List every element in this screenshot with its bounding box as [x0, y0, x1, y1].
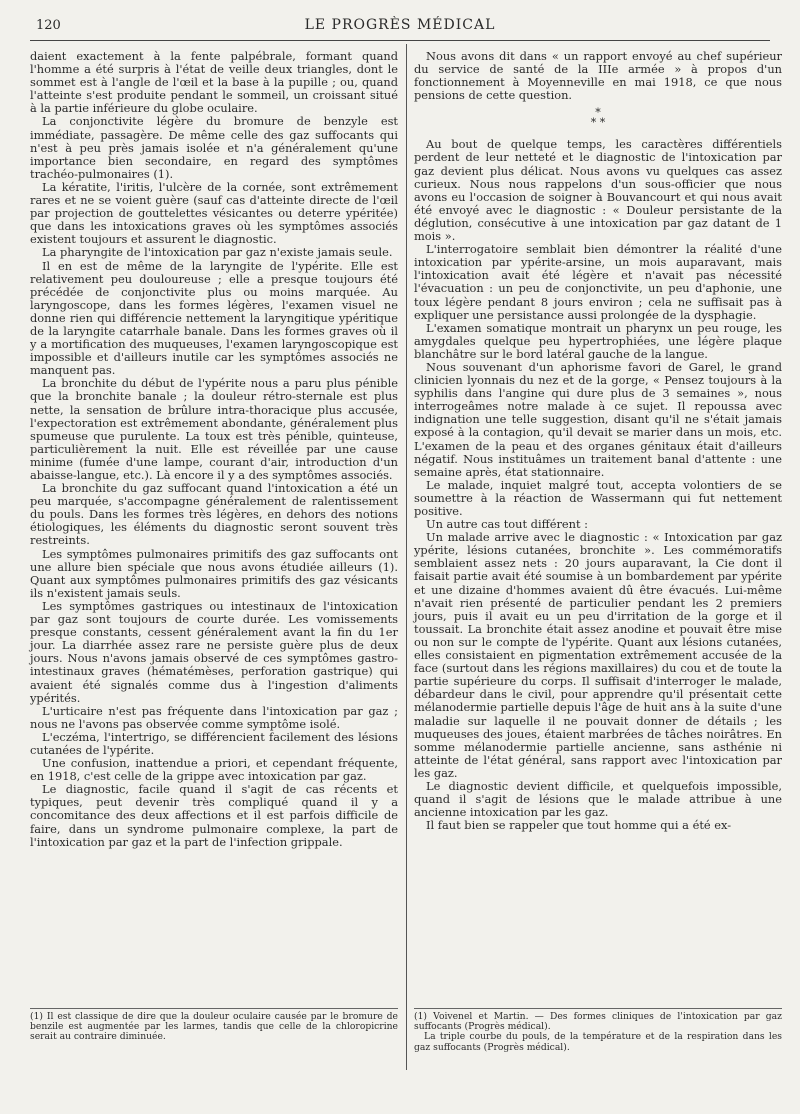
- paragraph: Un malade arrive avec le diagnostic : « Intoxication par gaz ypérite, lésions cutanées, bronchite ». Les commémoratifs semblaient assez nets : 20 jours auparavant, la Cie dont il faisait partie avait été soumise à un bombardement par ypérite et une dizaine d'hommes avaient dû être évacués. Lui-même n'avait rien présenté de particulier pendant les 2 premiers jours, puis il avait eu un peu d'irritation de la gorge et il toussait. La bronchite était assez anodine et pouvait être mise ou non sur le compte de l'ypérite. Quant aux lésions cutanées, elles consistaient en pigmentation extrêmement accusée de la face (surtout dans les régions maxillaires) du cou et de toute la partie supérieure du corps. Il suffisait d'interroger le malade, débardeur dans le civil, pour apprendre qu'il présentait cette mélanodermie partielle depuis l'âge de huit ans à la suite d'une maladie sur laquelle il ne pouvait donner de détails ; les muqueuses des joues, étaient marbrées de tâches noirâtres. En somme mélanodermie partielle ancienne, sans asthénie ni atteinte de l'état général, sans rapport avec l'intoxication par les gaz.: [414, 530, 782, 780]
- paragraph: La pharyngite de l'intoxication par gaz n'existe jamais seule.: [42, 245, 393, 260]
- paragraph: La bronchite du gaz suffocant quand l'intoxication a été un peu marquée, s'accompagne généralement de ralentissement du pouls. Dans les formes très légères, en dehors des notions étiologiques, les éléments du diagnostic seront souvent très restreints.: [30, 481, 398, 548]
- paragraph: Le diagnostic, facile quand il s'agit de cas récents et typiques, peut devenir très compliqué quand il y a concomitance des deux affections et il est parfois difficile de faire, dans un syndrome pulmonaire complexe, la part de l'intoxication par gaz et la part de l'infection grippale.: [30, 782, 398, 849]
- page-header: [30, 14, 770, 36]
- paragraph: L'eczéma, l'intertrigo, se différencient facilement des lésions cutanées de l'ypérite.: [30, 729, 398, 757]
- paragraph: La kératite, l'iritis, l'ulcère de la cornée, sont extrêmement rares et ne se voient guère (sauf cas d'atteinte directe de l'œil par projection de gouttelettes vésicantes ou deterre ypéritée) que dans les intoxications graves où les symptômes associés existent toujours et assurent le diagnostic.: [30, 179, 398, 247]
- paragraph: Une confusion, inattendue a priori, et cependant fréquente, en 1918, c'est celle de la grippe avec intoxication par gaz.: [30, 756, 398, 784]
- paragraph: L'interrogatoire semblait bien démontrer la réalité d'une intoxication par ypérite-arsine, un mois auparavant, mais l'intoxication avait été légère et n'avait pas nécessité l'évacuation : un peu de conjonctivite, un peu d'aphonie, une toux légère pendant 8 jours environ ; cela ne suffisait pas à expliquer une persistance aussi prolongée de la dysphagie.: [414, 242, 782, 322]
- footnote: (1) Voivenel et Martin. — Des formes cliniques de l'intoxication par gaz suffocants (Progrès médical).: [414, 1011, 782, 1033]
- paragraph: Nous souvenant d'un aphorisme favori de Garel, le grand clinicien lyonnais du nez et de la gorge, « Pensez toujours à la syphilis dans l'angine qui dure plus de 3 semaines », nous interrogeâmes notre malade à ce sujet. Il repoussa avec indignation une telle suggestion, disant qu'il ne s'était jamais exposé à la contagion, qu'il devait se marier dans un mois, etc. L'examen de la peau et des organes génitaux était d'ailleurs négatif. Nous instituâmes un traitement banal d'attente : une semaine après, état stationnaire.: [414, 359, 782, 479]
- header-rule: [30, 40, 770, 41]
- footnote: (1) Il est classique de dire que la douleur oculaire causée par le bromure de benzile est augmentée par les larmes, tandis que celle de la chloropicrine serait au contraire diminuée.: [30, 1011, 398, 1043]
- paragraph: La bronchite du début de l'ypérite nous a paru plus pénible que la bronchite banale ; la douleur rétro-sternale est plus nette, la sensation de brûlure intra-thoracique plus accusée, l'expectoration est extrêmement abondante, généralement plus spumeuse que purulente. La toux est très pénible, quinteuse, particulièrement la nuit. Elle est réveillée par une cause minime (fumée d'une lampe, courant d'air, introduction d'un abaisse-langue, etc.). Là encore il y a des symptômes associés.: [30, 376, 398, 482]
- right-column: [414, 50, 782, 832]
- left-column: [30, 50, 398, 849]
- separator-asterisks-bottom: * *: [590, 116, 606, 130]
- separator-asterisk-top: *: [595, 106, 601, 120]
- footnote: La triple courbe du pouls, de la température et de la respiration dans les gaz suffocants (Progrès médical).: [414, 1031, 782, 1053]
- paragraph: Nous avons dit dans « un rapport envoyé au chef supérieur du service de santé de la IIIe armée » à propos d'un fonctionnement à Moyenneville en mai 1918, ce que nous pensions de cette question.: [414, 49, 782, 103]
- footnotes-right: [414, 1012, 782, 1053]
- paragraph: Les symptômes gastriques ou intestinaux de l'intoxication par gaz sont toujours de courte durée. Les vomissements presque constants, cessent généralement avant la fin du 1er jour. La diarrhée assez rare ne persiste guère plus de deux jours. Nous n'avons jamais observé de ces symptômes gastro-intestinaux graves (hématémèses, perforation gastrique) qui avaient été signalés comme dus à l'ingestion d'aliments ypérités.: [30, 598, 398, 705]
- paragraph: daient exactement à la fente palpébrale, formant quand l'homme a été surpris à l'état de veille deux triangles, dont le sommet est à l'angle de l'œil et la base à la pupille ; ou, quand l'atteinte s'est produite pendant le sommeil, un croissant situé à la partie inférieure du globe oculaire.: [30, 49, 398, 116]
- column-divider: [406, 44, 407, 1070]
- section-separator: [414, 108, 782, 128]
- running-title: LE PROGRÈS MÉDICAL: [304, 17, 496, 33]
- paragraph: Il faut bien se rappeler que tout homme qui a été ex-: [426, 818, 732, 833]
- paragraph: Au bout de quelque temps, les caractères différentiels perdent de leur netteté et le diagnostic de l'intoxication par gaz devient plus délicat. Nous avons vu quelques cas assez curieux. Nous nous rappelons d'un sous-officier que nous avons eu l'occasion de soigner à Bouvancourt et qui nous avait été envoyé avec le diagnostic : « Douleur persistante de la déglution, consécutive à une intoxication par gaz datant de 1 mois ».: [414, 137, 782, 244]
- paragraph: Le malade, inquiet malgré tout, accepta volontiers de se soumettre à la réaction de Wassermann qui fut nettement positive.: [414, 477, 782, 518]
- footnote-rule-left: [30, 1008, 398, 1009]
- paragraph: La conjonctivite légère du bromure de benzyle est immédiate, passagère. De même celle des gaz suffocants qui n'est à peu près jamais isolée et n'a généralement qu'une importance bien secondaire, en regard des symptômes trachéo-pulmonaires (1).: [30, 114, 398, 181]
- paragraph: Il en est de même de la laryngite de l'ypérite. Elle est relativement peu douloureuse ; elle a presque toujours été précédée de conjonctivite plus ou moins marquée. Au laryngoscope, dans les formes légères, l'examen visuel ne donne rien qui différencie nettement la laryngitique ypéritique de la laryngite catarrhale banale. Dans les formes graves où il y a mortification des muqueuses, l'examen laryngoscopique est impossible et d'ailleurs inutile car les symptômes associés ne manquent pas.: [30, 258, 398, 378]
- paragraph: L'examen somatique montrait un pharynx un peu rouge, les amygdales quelque peu hypertrophiées, une légère plaque blanchâtre sur le bord latéral gauche de la langue.: [414, 320, 782, 361]
- paragraph: L'urticaire n'est pas fréquente dans l'intoxication par gaz ; nous ne l'avons pas observée comme symptôme isolé.: [30, 703, 398, 731]
- paragraph: Un autre cas tout différent :: [426, 517, 588, 532]
- paragraph: Le diagnostic devient difficile, et quelquefois impossible, quand il s'agit de lésions que le malade attribue à une ancienne intoxication par les gaz.: [414, 778, 782, 820]
- paragraph: Les symptômes pulmonaires primitifs des gaz suffocants ont une allure bien spéciale que nous avons étudiée ailleurs (1). Quant aux symptômes pulmonaires primitifs des gaz vésicants ils n'existent jamais seuls.: [30, 546, 398, 600]
- page-number: 120: [36, 18, 61, 33]
- footnote-rule-right: [414, 1008, 782, 1009]
- footnotes-left: [30, 1012, 398, 1043]
